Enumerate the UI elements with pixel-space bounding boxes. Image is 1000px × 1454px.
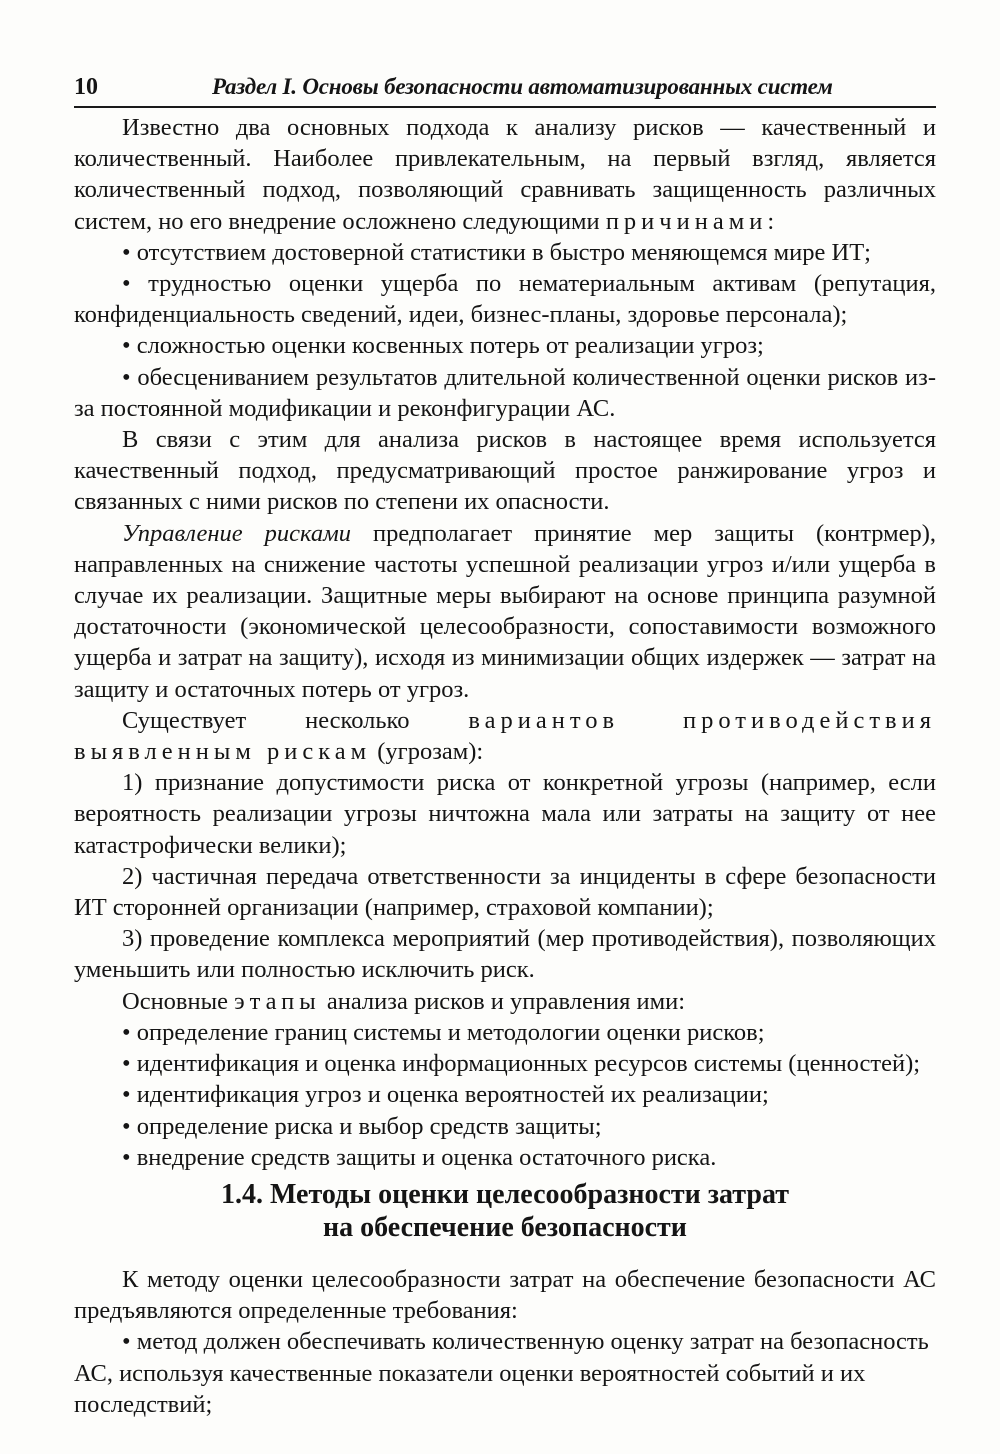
paragraph-risk-management bbox=[74, 518, 936, 705]
numbered-item: 2) частичная передача ответственности за инциденты в сфере безопасности ИТ сторонней организации (например, страховой компании); bbox=[74, 862, 936, 922]
running-title: Раздел I. Основы безопасности автоматизированных систем bbox=[212, 74, 833, 99]
bullet-item: • обесцениванием результатов длительной количественной оценки рисков из-за постоянной модификации и реконфигурации АС. bbox=[74, 363, 936, 422]
italic-term: Управление рисками bbox=[122, 519, 352, 547]
numbered-item: 3) проведение комплекса мероприятий (мер противодействия), позволяющих уменьшить или полностью исключить риск. bbox=[74, 925, 936, 984]
spaced-emphasis: вариантов противодействия выявленным рискам bbox=[74, 706, 937, 766]
bullet-item: • отсутствием достоверной статистики в быстро меняющемся мире ИТ; bbox=[122, 238, 871, 266]
text-run: Известно два основных подхода к анализу рисков — качественный и количественный. Наиболее привлекательным, на первый взгляд, является количественный подход, позволяющий сравнивать защищенность различных систем, но его внедрение осложнено следующими bbox=[74, 114, 936, 235]
main-text bbox=[74, 112, 936, 1173]
bullet-item: • идентификация и оценка информационных ресурсов системы (ценностей); bbox=[122, 1050, 921, 1078]
section-heading-line: на обеспечение безопасности bbox=[323, 1212, 687, 1243]
section-text bbox=[74, 1264, 936, 1420]
page-header bbox=[74, 72, 936, 108]
text-run: : bbox=[767, 207, 775, 235]
paragraph-stages bbox=[74, 986, 936, 1017]
numbered-item: 1) признание допустимости риска от конкретной угрозы (например, если вероятность реализации угрозы ничтожна мала или затраты на защиту от нее катастрофически велики); bbox=[74, 769, 936, 859]
bullet-item: • определение границ системы и методологии оценки рисков; bbox=[122, 1018, 765, 1046]
bullet-item: • внедрение средств защиты и оценка остаточного риска. bbox=[122, 1143, 717, 1171]
paragraph-intro bbox=[74, 112, 936, 237]
bullet-item: • идентификация угроз и оценка вероятностей их реализации; bbox=[122, 1081, 769, 1109]
text-run: предполагает принятие мер защиты (контрмер), направленных на снижение частоты успешной реализации угроз и/или ущерба в случае их реализации. Защитные меры выбирают на основе принципа разумной достаточности (экономической целесообразности, сопоставимости возможного ущерба и затрат на защиту), исходя из минимизации общих издержек — затрат на защиту и остаточных потерь от угроз. bbox=[74, 519, 936, 703]
bullet-item: • сложностью оценки косвенных потерь от реализации угроз; bbox=[122, 332, 764, 360]
bullet-item: • трудностью оценки ущерба по нематериальным активам (репутация, конфиденциальность сведений, идеи, бизнес-планы, здоровье персонала); bbox=[74, 270, 936, 329]
spaced-emphasis: этапы bbox=[234, 987, 321, 1015]
text-run: анализа рисков и управления ими: bbox=[320, 987, 686, 1015]
paragraph-requirements: К методу оценки целесообразности затрат на обеспечение безопасности АС предъявляются определенные требования: bbox=[74, 1266, 936, 1325]
text-run: Основные bbox=[122, 987, 235, 1015]
page-number: 10 bbox=[74, 74, 98, 100]
section-heading-line: 1.4. Методы оценки целесообразности затрат bbox=[220, 1179, 789, 1210]
spaced-emphasis: причинами bbox=[605, 207, 768, 235]
text-run: Существует несколько bbox=[122, 706, 469, 734]
bullet-item: • определение риска и выбор средств защиты; bbox=[122, 1112, 602, 1140]
paragraph-qualitative: В связи с этим для анализа рисков в настоящее время используется качественный подход, предусматривающий простое ранжирование угроз и связанных с ними рисков по степени их опасности. bbox=[74, 426, 936, 516]
bullet-item: • метод должен обеспечивать количественную оценку затрат на безопасность АС, используя качественные показатели оценки вероятностей событий и их последствий; bbox=[74, 1328, 929, 1418]
text-run: (угрозам): bbox=[371, 738, 484, 766]
section-heading bbox=[74, 1178, 936, 1244]
paragraph-variants bbox=[74, 705, 936, 767]
